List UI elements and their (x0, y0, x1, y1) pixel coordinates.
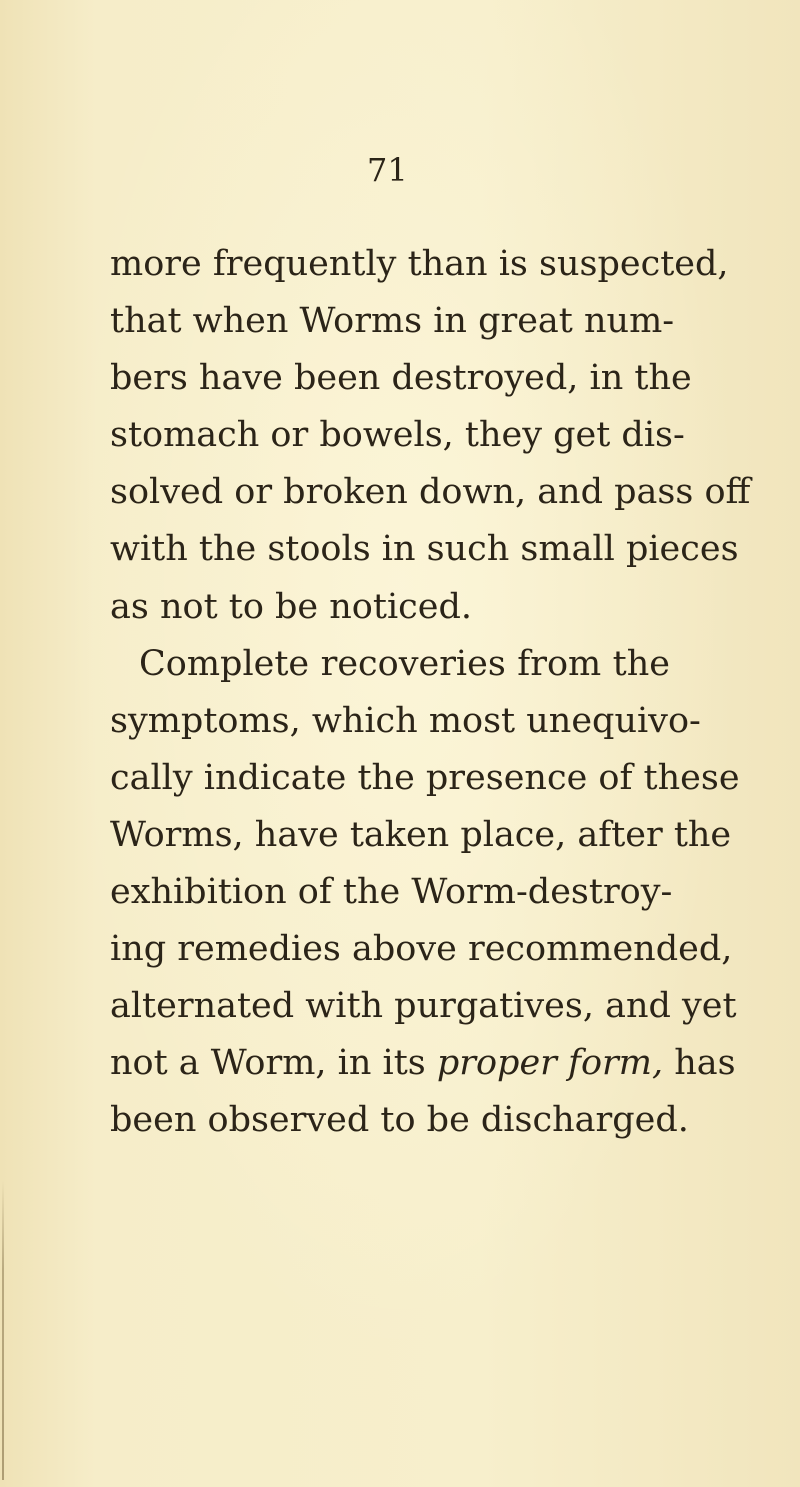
text-line: symptoms, which most unequivo- (110, 700, 701, 741)
page-edge-shadow (2, 1180, 4, 1480)
text-segment: has (663, 1043, 736, 1084)
text-line: with the stools in such small pieces (110, 529, 739, 570)
text-line: more frequently than is suspected, (110, 244, 729, 284)
text-line: Worms, have taken place, after the (110, 814, 732, 855)
italic-phrase: proper form, (436, 1043, 664, 1084)
text-line: alternated with purgatives, and yet (110, 986, 737, 1027)
text-line: been observed to be discharged. (110, 1100, 689, 1141)
text-line: exhibition of the Worm-destroy- (110, 872, 673, 913)
text-segment: not a Worm, in its (110, 1043, 437, 1084)
paragraph-first-line: Complete recoveries from the (139, 643, 670, 684)
text-line: cally indicate the presence of these (110, 757, 740, 798)
text-line: solved or broken down, and pass off (110, 472, 751, 513)
page-number: 71 (367, 151, 408, 189)
text-line-with-italic (110, 1035, 736, 1092)
body-text (110, 236, 751, 1150)
text-line: stomach or bowels, they get dis- (110, 415, 685, 456)
text-line: ing remedies above recommended, (110, 929, 733, 970)
text-line: that when Worms in great num- (110, 301, 675, 342)
text-line: as not to be noticed. (110, 586, 472, 627)
text-line: bers have been destroyed, in the (110, 358, 692, 399)
